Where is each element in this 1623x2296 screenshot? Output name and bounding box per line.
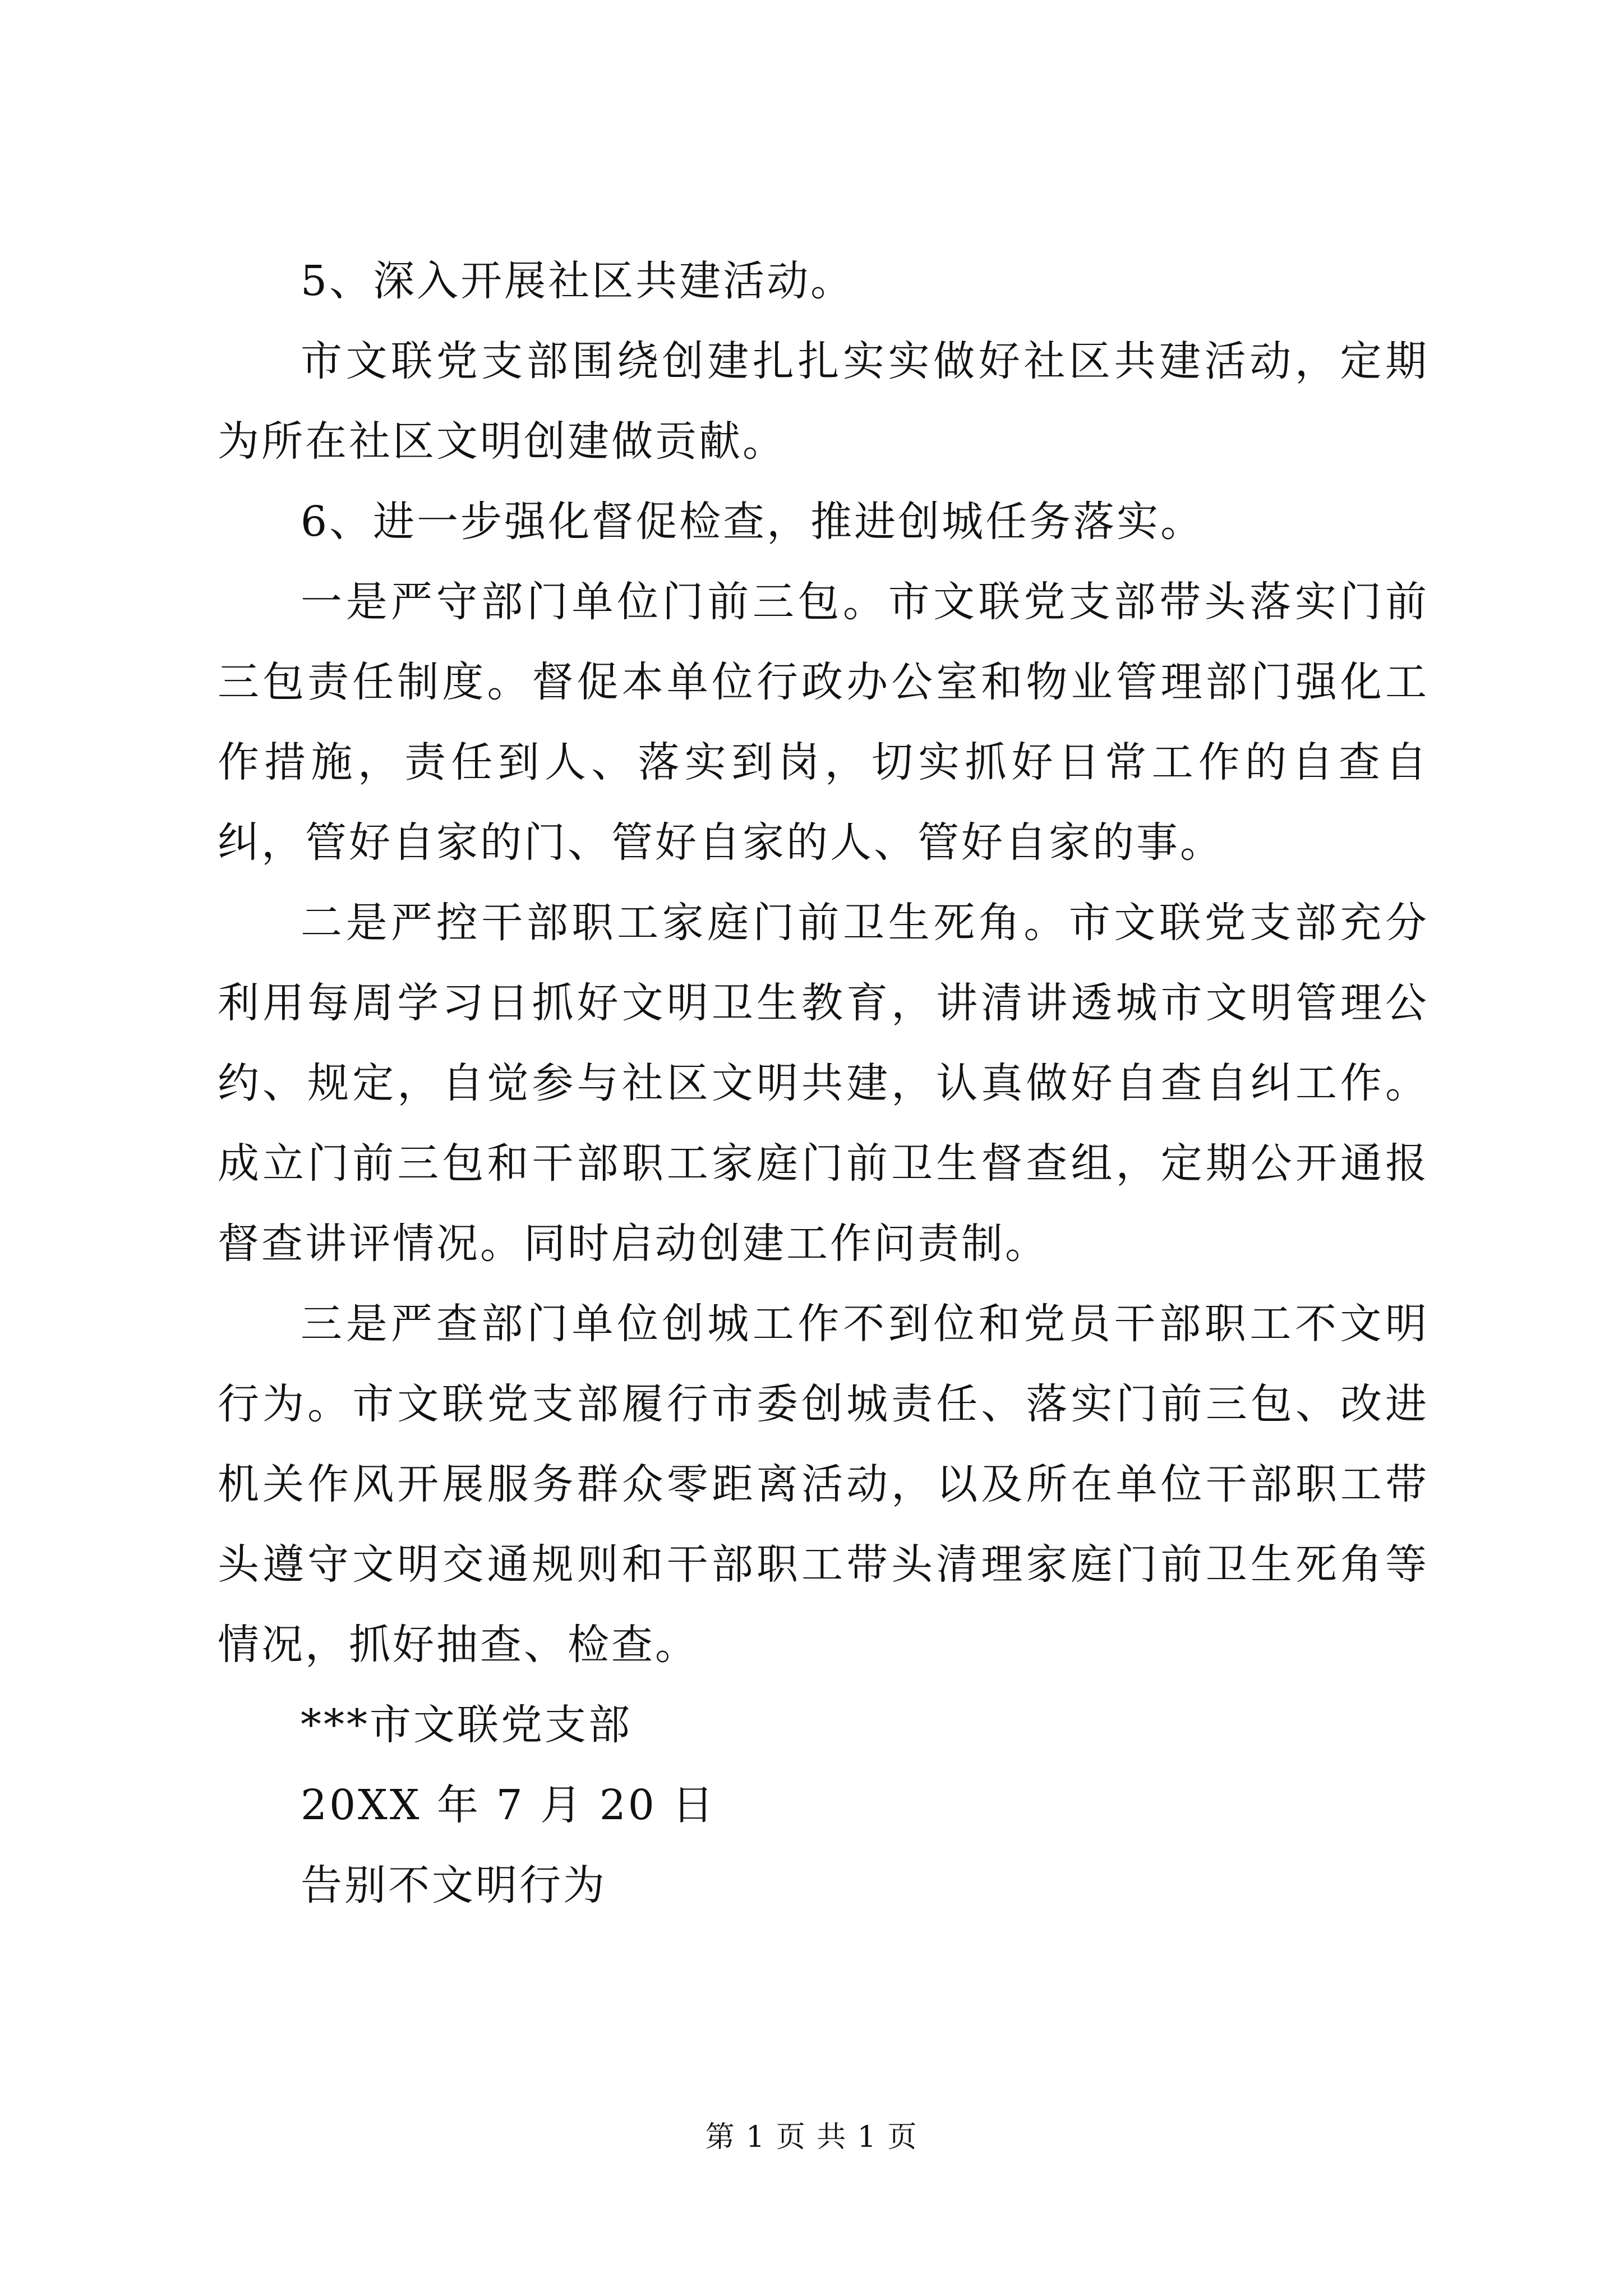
signature-date: 20XX 年 7 月 20 日: [301, 1781, 716, 1829]
paragraph-item-three: 三是严查部门单位创城工作不到位和党员干部职工不文明行为。市文联党支部履行市委创城责任、落实门前三包、改进机关作风开展服务群众零距离活动，以及所在单位干部职工带头遵守文明交通规则和干部职工带头清理家庭门前卫生死角等情况，抓好抽查、检查。: [218, 1300, 1429, 1669]
signature-organization: ***市文联党支部: [301, 1701, 632, 1749]
paragraph-item-one: 一是严守部门单位门前三包。市文联党支部带头落实门前三包责任制度。督促本单位行政办公室和物业管理部门强化工作措施，责任到人、落实到岗，切实抓好日常工作的自查自纠，管好自家的门、管好自家的人、管好自家的事。: [218, 578, 1429, 867]
section-heading-5: 5、深入开展社区共建活动。: [301, 257, 855, 305]
next-document-title: 告别不文明行为: [301, 1861, 607, 1910]
paragraph-item-two: 二是严控干部职工家庭门前卫生死角。市文联党支部充分利用每周学习日抓好文明卫生教育，讲清讲透城市文明管理公约、规定，自觉参与社区文明共建，认真做好自查自纠工作。成立门前三包和干部职工家庭门前卫生督查组，定期公开通报督查讲评情况。同时启动创建工作问责制。: [218, 899, 1429, 1268]
document-body: [218, 241, 1429, 1926]
section-heading-6: 6、进一步强化督促检查，推进创城任务落实。: [301, 498, 1205, 546]
page-footer: 第 1 页 共 1 页: [705, 2120, 918, 2154]
paragraph-community-building: 市文联党支部围绕创建扎扎实实做好社区共建活动，定期为所在社区文明创建做贡献。: [218, 337, 1429, 466]
